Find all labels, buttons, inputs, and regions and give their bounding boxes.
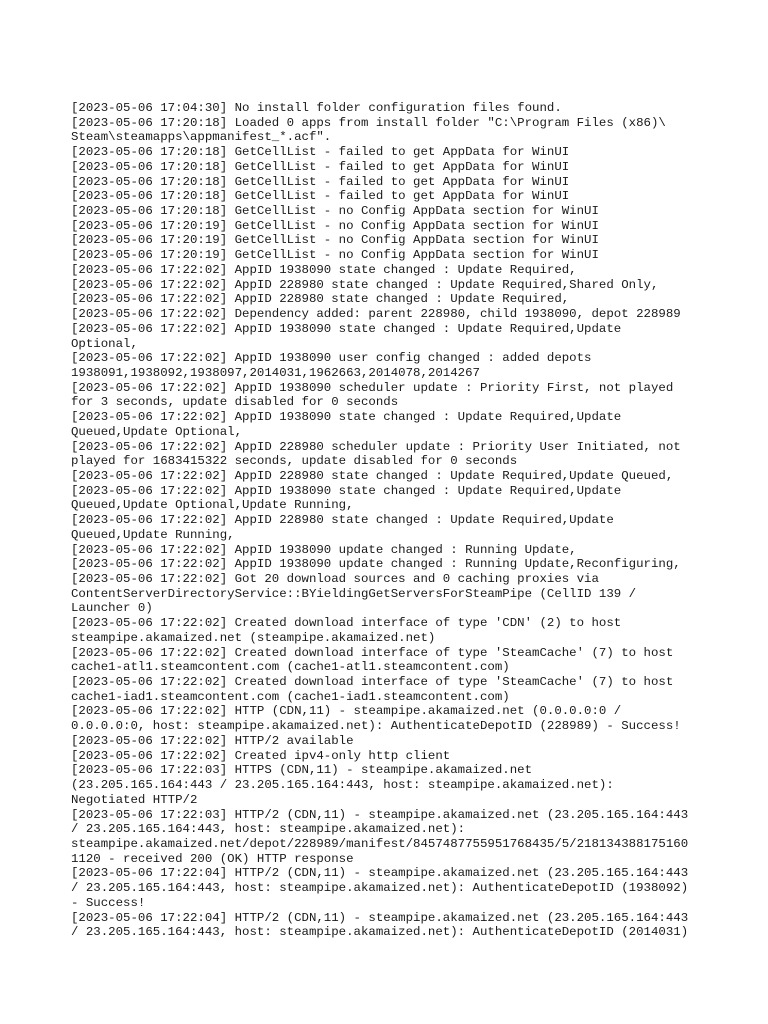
log-line: 0.0.0.0:0, host: steampipe.akamaized.net): AuthenticateDepotID (228989) - Success! (71, 719, 681, 734)
log-line: / 23.205.165.164:443, host: steampipe.akamaized.net): AuthenticateDepotID (1938092) (71, 881, 689, 896)
log-line: [2023-05-06 17:22:02] HTTP/2 available (71, 733, 354, 748)
log-line: [2023-05-06 17:22:02] Dependency added: parent 228980, child 1938090, depot 228989 (71, 307, 681, 322)
log-line: [2023-05-06 17:22:02] AppID 1938090 update changed : Running Update,Reconfiguring, (71, 557, 681, 572)
log-line: 1938091,1938092,1938097,2014031,1962663,2014078,2014267 (71, 365, 480, 380)
log-line: [2023-05-06 17:20:19] GetCellList - no Config AppData section for WinUI (71, 218, 599, 233)
log-line: [2023-05-06 17:22:03] HTTPS (CDN,11) - steampipe.akamaized.net (71, 763, 533, 778)
log-line: [2023-05-06 17:22:02] AppID 228980 state changed : Update Required, (71, 292, 570, 307)
log-line: 1120 - received 200 (OK) HTTP response (71, 851, 354, 866)
log-line: [2023-05-06 17:22:02] AppID 1938090 state changed : Update Required, (71, 262, 577, 277)
log-line: steampipe.akamaized.net/depot/228989/manifest/8457487755951768435/5/218134388175160 (71, 836, 689, 851)
log-line: [2023-05-06 17:22:02] HTTP (CDN,11) - steampipe.akamaized.net (0.0.0.0:0 / (71, 704, 622, 719)
log-line: [2023-05-06 17:04:30] No install folder configuration files found. (71, 101, 562, 115)
log-line: [2023-05-06 17:22:02] AppID 228980 state changed : Update Required,Shared Only, (71, 277, 659, 292)
log-line: [2023-05-06 17:20:18] GetCellList - failed to get AppData for WinUI (71, 159, 570, 174)
log-line: [2023-05-06 17:22:02] AppID 1938090 update changed : Running Update, (71, 542, 577, 557)
log-line: [2023-05-06 17:22:04] HTTP/2 (CDN,11) - steampipe.akamaized.net (23.205.165.164:443 (71, 866, 689, 881)
log-line: [2023-05-06 17:22:02] Created download interface of type 'CDN' (2) to host (71, 616, 622, 631)
log-line: [2023-05-06 17:22:02] AppID 1938090 user config changed : added depots (71, 351, 592, 366)
log-line: [2023-05-06 17:22:02] AppID 1938090 state changed : Update Required,Update (71, 410, 622, 425)
log-line: [2023-05-06 17:20:18] GetCellList - failed to get AppData for WinUI (71, 189, 570, 204)
log-line: for 3 seconds, update disabled for 0 seconds (71, 395, 399, 410)
log-line: / 23.205.165.164:443, host: steampipe.akamaized.net): (71, 822, 466, 837)
log-line: cache1-atl1.steamcontent.com (cache1-atl1.steamcontent.com) (71, 660, 510, 675)
log-line: [2023-05-06 17:20:19] GetCellList - no Config AppData section for WinUI (71, 233, 599, 248)
log-line: [2023-05-06 17:22:02] AppID 228980 state changed : Update Required,Update (71, 513, 614, 528)
log-line: [2023-05-06 17:20:18] GetCellList - no Config AppData section for WinUI (71, 204, 599, 219)
log-text (71, 101, 701, 940)
log-line: [2023-05-06 17:22:02] Got 20 download sources and 0 caching proxies via (71, 572, 599, 586)
log-line: played for 1683415322 seconds, update disabled for 0 seconds (71, 454, 518, 469)
log-line: [2023-05-06 17:22:02] Created ipv4-only http client (71, 748, 451, 763)
log-line: / 23.205.165.164:443, host: steampipe.akamaized.net): AuthenticateDepotID (2014031) (71, 925, 689, 940)
log-line: - Success! (71, 895, 146, 910)
log-line: [2023-05-06 17:22:02] AppID 228980 scheduler update : Priority User Initiated, not (71, 439, 681, 454)
log-line: (23.205.165.164:443 / 23.205.165.164:443, host: steampipe.akamaized.net): (71, 778, 614, 793)
log-line: [2023-05-06 17:20:18] GetCellList - failed to get AppData for WinUI (71, 174, 570, 189)
log-line: [2023-05-06 17:22:02] AppID 1938090 scheduler update : Priority First, not played (71, 380, 674, 395)
log-line: cache1-iad1.steamcontent.com (cache1-iad1.steamcontent.com) (71, 689, 510, 704)
log-line: [2023-05-06 17:22:02] AppID 228980 state changed : Update Required,Update Queued, (71, 468, 674, 483)
log-line: steampipe.akamaized.net (steampipe.akamaized.net) (71, 630, 436, 645)
log-line: Steam\steamapps\appmanifest_*.acf". (71, 130, 332, 145)
log-line: [2023-05-06 17:22:02] Created download interface of type 'SteamCache' (7) to host (71, 675, 674, 690)
log-line: Launcher 0) (71, 601, 153, 616)
log-line: [2023-05-06 17:22:02] Created download interface of type 'SteamCache' (7) to host (71, 645, 674, 660)
log-line: Queued,Update Optional, (71, 424, 243, 439)
log-line: [2023-05-06 17:22:02] AppID 1938090 state changed : Update Required,Update (71, 483, 622, 498)
log-line: Queued,Update Running, (71, 527, 235, 542)
log-line: Queued,Update Optional,Update Running, (71, 498, 354, 513)
log-line: [2023-05-06 17:20:19] GetCellList - no Config AppData section for WinUI (71, 248, 599, 263)
log-line: [2023-05-06 17:20:18] Loaded 0 apps from install folder "C:\Program Files (x86)\ (71, 115, 666, 130)
log-line: ContentServerDirectoryService::BYieldingGetServersForSteamPipe (CellID 139 / (71, 586, 637, 601)
log-line: [2023-05-06 17:22:02] AppID 1938090 state changed : Update Required,Update (71, 321, 622, 336)
log-line: [2023-05-06 17:22:03] HTTP/2 (CDN,11) - steampipe.akamaized.net (23.205.165.164:443 (71, 807, 689, 822)
log-line: [2023-05-06 17:22:04] HTTP/2 (CDN,11) - steampipe.akamaized.net (23.205.165.164:443 (71, 910, 689, 925)
log-line: [2023-05-06 17:20:18] GetCellList - failed to get AppData for WinUI (71, 145, 570, 160)
log-line: Negotiated HTTP/2 (71, 792, 198, 807)
log-line: Optional, (71, 336, 138, 351)
